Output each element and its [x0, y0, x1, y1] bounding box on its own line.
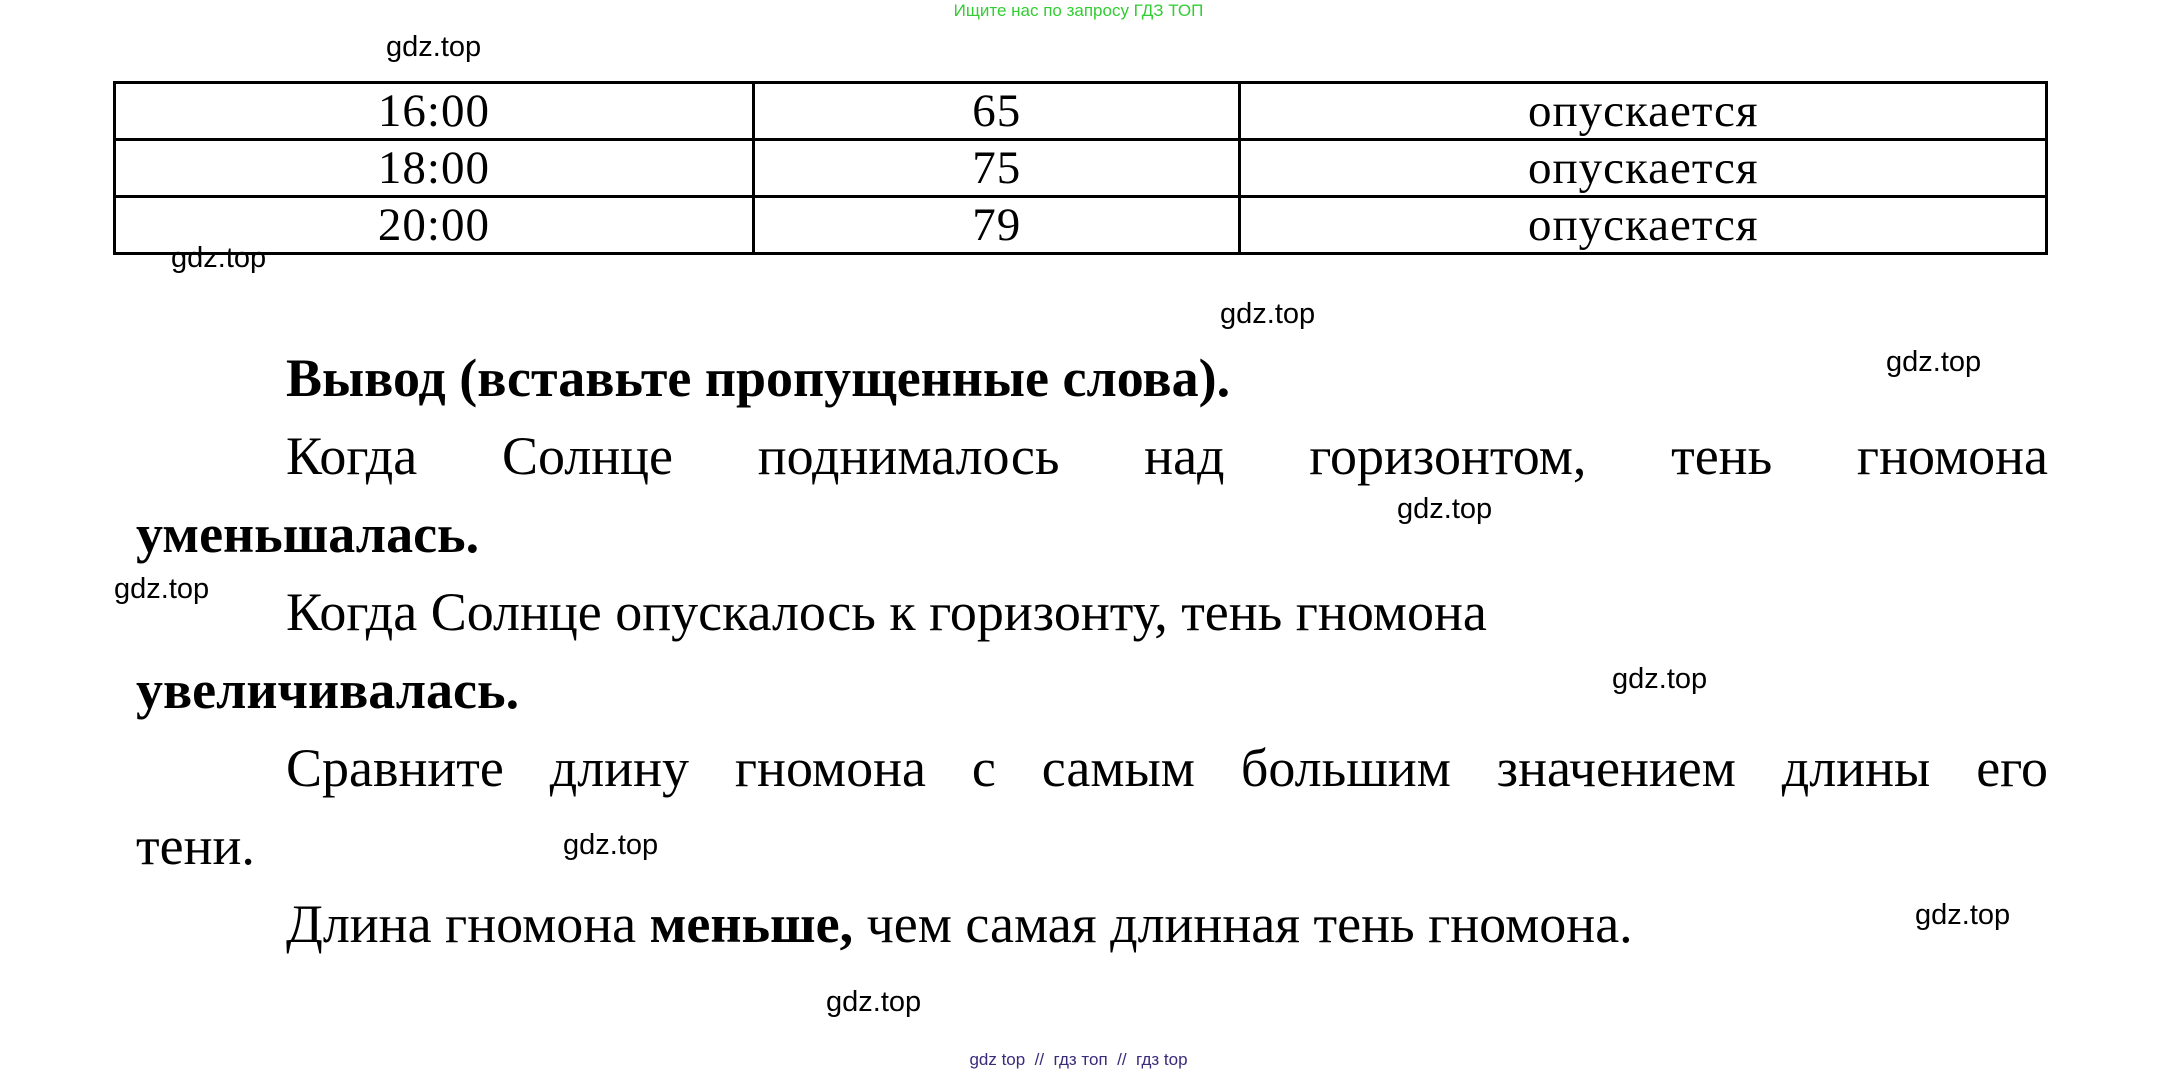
word: его [1976, 738, 2048, 798]
top-banner: Ищите нас по запросу ГДЗ ТОП [953, 1, 1204, 20]
word: длины [1781, 738, 1931, 798]
paragraph-1-line [286, 424, 2048, 488]
word: Когда [286, 426, 418, 486]
word: поднималось [757, 426, 1060, 486]
time-cell: 16:00 [115, 83, 754, 140]
value-cell: 75 [753, 140, 1240, 197]
watermark: gdz.top [386, 31, 482, 63]
word: тень [1671, 426, 1773, 486]
answer-1: уменьшалась. [136, 504, 480, 564]
watermark: gdz.top [1886, 346, 1982, 378]
watermark: gdz.top [114, 573, 210, 605]
watermark: gdz.top [826, 986, 922, 1018]
conclusion-heading: Вывод (вставьте пропущенные слова). [286, 348, 1231, 408]
word: большим [1240, 738, 1451, 798]
watermark: gdz.top [1220, 298, 1316, 330]
word: Солнце [501, 426, 673, 486]
paragraph-3-end: тени. [136, 816, 255, 876]
observation-table [113, 81, 2048, 255]
paragraph-4-after: чем самая длинная тень гномона. [853, 894, 1633, 954]
answer-4: меньше, [649, 894, 854, 954]
paragraph-3-line [286, 736, 2048, 800]
watermark: gdz.top [1397, 493, 1493, 525]
word: горизонтом, [1309, 426, 1587, 486]
table-row [115, 140, 2047, 197]
paragraph-4-line [286, 892, 1633, 956]
word: над [1144, 426, 1225, 486]
table-row [115, 83, 2047, 140]
word: с [971, 738, 996, 798]
status-cell: опускается [1240, 83, 2047, 140]
status-cell: опускается [1240, 197, 2047, 254]
table-row [115, 197, 2047, 254]
word: значением [1496, 738, 1736, 798]
answer-2: увеличивалась. [136, 660, 520, 720]
status-cell: опускается [1240, 140, 2047, 197]
paragraph-4-before: Длина гномона [286, 894, 650, 954]
word: гномона [734, 738, 926, 798]
watermark: gdz.top [171, 242, 267, 274]
watermark: gdz.top [563, 829, 659, 861]
watermark: gdz.top [1915, 899, 2011, 931]
word: Сравните [286, 738, 504, 798]
time-cell: 20:00 [115, 197, 754, 254]
time-cell: 18:00 [115, 140, 754, 197]
watermark: gdz.top [1612, 663, 1708, 695]
value-cell: 79 [753, 197, 1240, 254]
word: длину [549, 738, 689, 798]
paragraph-2-line: Когда Солнце опускалось к горизонту, тень гномона [286, 582, 1487, 642]
word: гномона [1856, 426, 2048, 486]
value-cell: 65 [753, 83, 1240, 140]
word: самым [1041, 738, 1195, 798]
footer-links: gdz top // гдз топ // гдз top [969, 1050, 1188, 1069]
